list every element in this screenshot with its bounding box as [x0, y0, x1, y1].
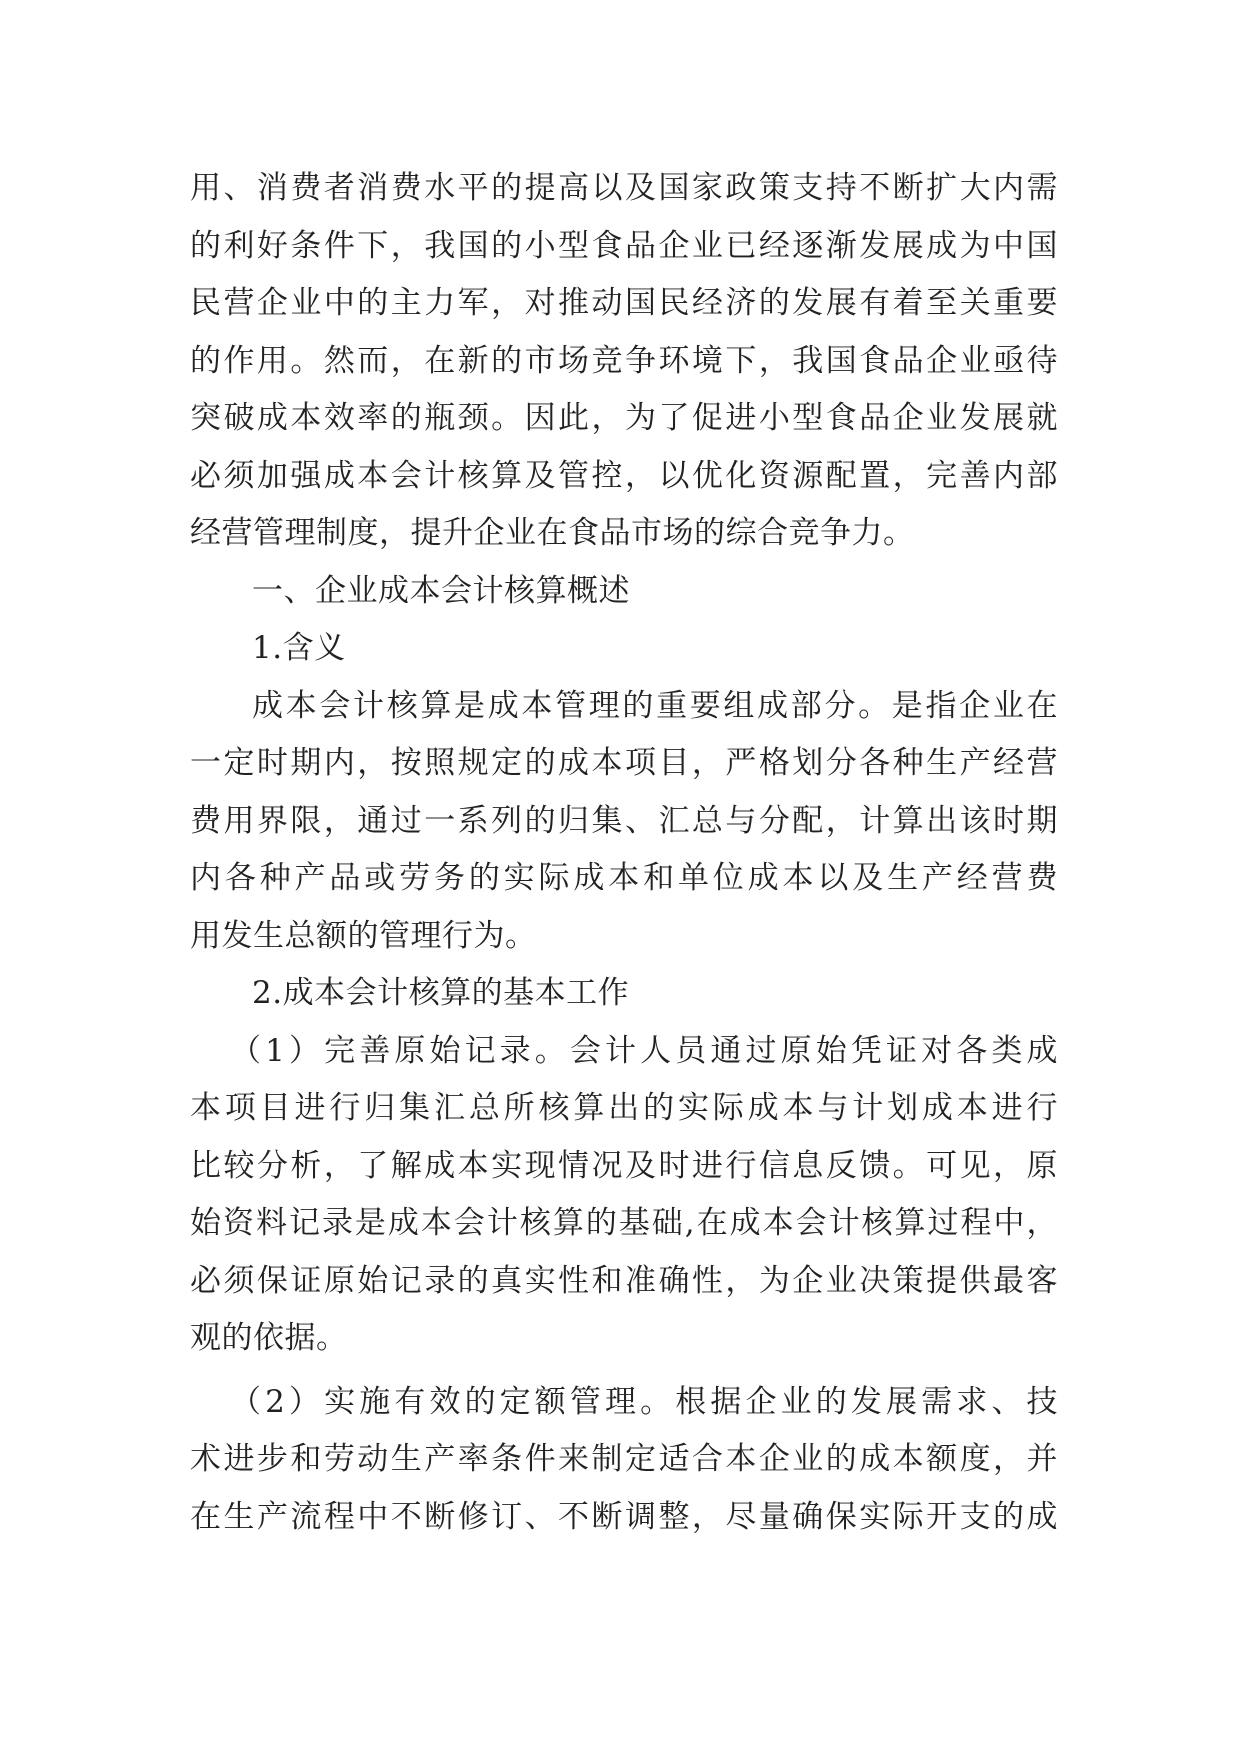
text-line: 观的依据。	[190, 1320, 348, 1356]
text-line: 突破成本效率的瓶颈。因此，为了促进小型食品企业发展就	[190, 400, 1058, 436]
text-line: 成本会计核算是成本管理的重要组成部分。是指企业在	[252, 687, 1058, 724]
text-line: 的利好条件下，我国的小型食品企业已经逐渐发展成为中国	[190, 227, 1058, 264]
text-line: 用发生总额的管理行为。	[190, 917, 537, 954]
text-line: 内各种产品或劳务的实际成本和单位成本以及生产经营费	[190, 860, 1058, 896]
section-heading: 一、企业成本会计核算概述	[252, 572, 630, 609]
paragraph-definition	[190, 678, 1058, 966]
body-text	[190, 160, 1058, 1546]
paragraph-intro	[190, 160, 1058, 563]
text-line: 在生产流程中不断修订、不断调整，尽量确保实际开支的成	[190, 1498, 1058, 1535]
text-line: 经营管理制度，提升企业在食品市场的综合竞争力。	[190, 515, 915, 551]
text-line: （1）完善原始记录。会计人员通过原始凭证对各类成	[230, 1032, 1058, 1069]
text-line: 必须加强成本会计核算及管控，以优化资源配置，完善内部	[190, 457, 1058, 494]
text-line: （2）实施有效的定额管理。根据企业的发展需求、技	[230, 1383, 1058, 1420]
paragraph-item-2	[190, 1374, 1058, 1547]
text-line: 用、消费者消费水平的提高以及国家政策支持不断扩大内需	[190, 170, 1058, 206]
text-line: 比较分析，了解成本实现情况及时进行信息反馈。可见，原	[190, 1147, 1058, 1184]
paragraph-item-1	[190, 1023, 1058, 1368]
subsection-heading: 2.成本会计核算的基本工作	[252, 975, 630, 1011]
text-line: 民营企业中的主力军，对推动国民经济的发展有着至关重要	[190, 285, 1058, 321]
text-line: 一定时期内，按照规定的成本项目，严格划分各种生产经营	[190, 745, 1058, 781]
text-line: 始资料记录是成本会计核算的基础,在成本会计核算过程中，	[190, 1205, 1058, 1241]
text-line: 术进步和劳动生产率条件来制定适合本企业的成本额度，并	[190, 1441, 1058, 1477]
text-line: 费用界限，通过一系列的归集、汇总与分配，计算出该时期	[190, 802, 1058, 839]
text-line: 必须保证原始记录的真实性和准确性，为企业决策提供最客	[190, 1262, 1058, 1299]
subsection-heading: 1.含义	[252, 630, 346, 666]
text-line: 本项目进行归集汇总所核算出的实际成本与计划成本进行	[190, 1090, 1058, 1126]
text-line: 的作用。然而，在新的市场竞争环境下，我国食品企业亟待	[190, 342, 1058, 379]
